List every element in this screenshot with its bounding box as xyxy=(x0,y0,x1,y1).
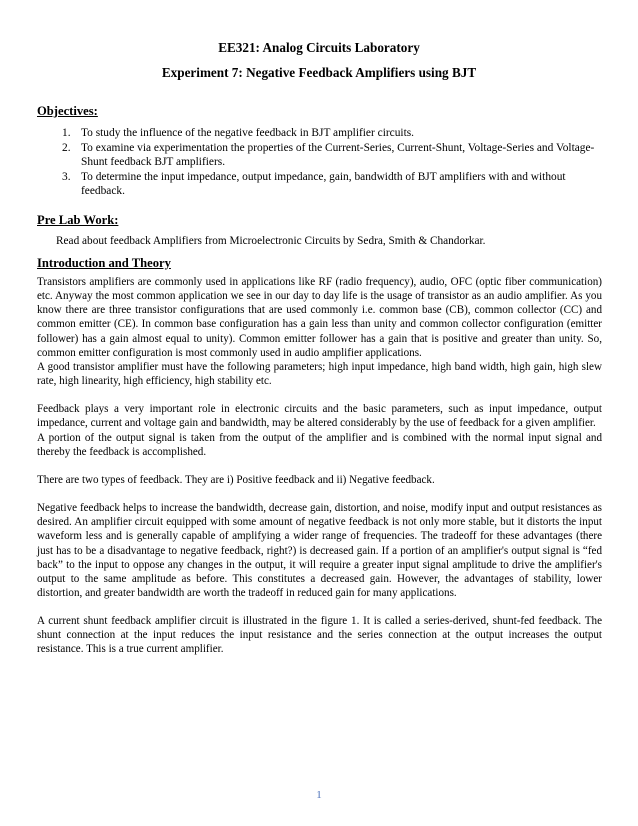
objective-item xyxy=(62,141,607,170)
intro-paragraph-7: A current shunt feedback amplifier circuit is illustrated in the figure 1. It is called a series-derived, shunt-fed feedback. The shunt connection at the input reduces the input resistance and the series connection at the output increases the output resistance. This is a true current amplifier. xyxy=(37,615,602,656)
objectives-list xyxy=(62,126,607,199)
objective-item xyxy=(62,170,607,199)
course-title: EE321: Analog Circuits Laboratory xyxy=(218,40,420,55)
page-number: 1 xyxy=(316,789,322,801)
experiment-title: Experiment 7: Negative Feedback Amplifiers using BJT xyxy=(161,65,477,80)
objective-text: To examine via experimentation the properties of the Current-Series, Current-Shunt, Voltage-Series and Voltage-Shunt feedback BJT amplifiers. xyxy=(81,141,595,169)
intro-paragraph-5: There are two types of feedback. They are i) Positive feedback and ii) Negative feedback. xyxy=(37,473,435,486)
intro-heading: Introduction and Theory xyxy=(37,256,171,270)
objective-number: 2. xyxy=(62,141,71,154)
objectives-heading: Objectives: xyxy=(37,104,98,118)
prelab-heading: Pre Lab Work: xyxy=(37,213,119,227)
intro-paragraph-4: A portion of the output signal is taken from the output of the amplifier and is combined with the normal input signal and thereby the feedback is accomplished. xyxy=(37,431,602,458)
objective-number: 3. xyxy=(62,170,71,183)
intro-paragraph-2: A good transistor amplifier must have the following parameters; high input impedance, high band width, high gain, high slew rate, high linearity, high efficiency, high stability etc. xyxy=(37,360,602,388)
intro-body xyxy=(37,275,602,657)
objective-text: To study the influence of the negative feedback in BJT amplifier circuits. xyxy=(81,127,415,139)
intro-paragraph-3: Feedback plays a very important role in electronic circuits and the basic parameters, such as input impedance, output impedance, current and voltage gain and bandwidth, may be altered considerably by the use of feedback for a given amplifier. xyxy=(37,403,602,430)
intro-paragraph-1: Transistors amplifiers are commonly used in applications like RF (radio frequency), audio, OFC (optic fiber communication) etc. Anyway the most common application we see in our day to day life is the usage of transistor as an audio amplifier. As you know there are three transistor configurations that are used commonly i.e. common base (CB), common collector (CC) and common emitter (CE). In common base configuration has a gain less than unity and common collector configuration (emitter follower) has a gain almost equal to unity). Common emitter follower has a gain that is positive and greater than unity. So, common emitter configuration is most commonly used in audio amplifier applications. xyxy=(37,276,602,359)
prelab-text: Read about feedback Amplifiers from Microelectronic Circuits by Sedra, Smith & Chandorkar. xyxy=(56,235,486,247)
objective-number: 1. xyxy=(62,127,71,139)
objective-text: To determine the input impedance, output impedance, gain, bandwidth of BJT amplifiers with and without feedback. xyxy=(81,170,566,198)
objective-item xyxy=(62,126,607,141)
intro-paragraph-6: Negative feedback helps to increase the bandwidth, decrease gain, distortion, and noise, modify input and output resistances as desired. An amplifier circuit equipped with some amount of negative feedback is not only more stable, but it distorts the input waveform less and is generally capable of amplifying a wider range of frequencies. The tradeoff for these advantages (there just has to be a disadvantage to negative feedback, right?) is decreased gain. If a portion of an amplifier's output signal is “fed back” to the input to oppose any changes in the output, it will require a greater input signal amplitude to drive the amplifier's output to the same amplitude as before. This constitutes a decreased gain. However, the advantages of stability, lower distortion, and greater bandwidth are worth the tradeoff in reduced gain for many applications. xyxy=(37,502,602,599)
